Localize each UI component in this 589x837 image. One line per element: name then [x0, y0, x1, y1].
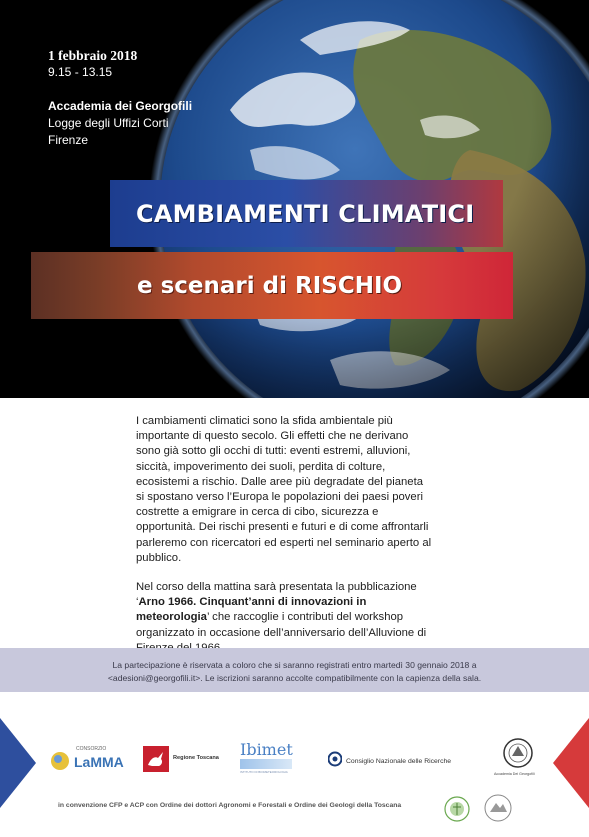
cnr-mark-icon: [328, 751, 342, 767]
georgofili-label: Accademia Dei Georgofili: [494, 772, 535, 776]
ibimet-name: Ibimet: [240, 740, 293, 759]
registration-notice: [0, 648, 589, 692]
article-paragraph-2: [136, 580, 434, 656]
left-flag-triangle-icon: [0, 718, 36, 808]
notice-line-1: La partecipazione è riservata a coloro che si saranno registrati entro martedì 30 gennaio 2018 a: [112, 660, 477, 670]
lamma-top-text: CONSORZIO: [76, 746, 107, 752]
lamma-mark-icon: [50, 748, 70, 774]
article-text: [136, 414, 434, 656]
venue-city: Firenze: [48, 133, 89, 147]
paragraph-2-intro: Nel corso della mattina sarà presentata la pubblicazione ‘: [136, 581, 417, 609]
page-title: CAMBIAMENTI CLIMATICI: [136, 199, 475, 228]
ibimet-logo: [240, 740, 294, 776]
cnr-logo: [328, 748, 468, 772]
geologi-seal-icon: [484, 794, 512, 822]
notice-line-2[interactable]: <adesioni@georgofili.it>. Le iscrizioni saranno accolte compatibilmente con la capienza della sala.: [107, 673, 482, 683]
hero-banner: [0, 0, 589, 398]
regione-toscana-logo: [143, 744, 223, 774]
event-time: 9.15 - 13.15: [48, 65, 113, 79]
event-date: 1 febbraio 2018: [48, 48, 138, 63]
subtitle-band: [31, 252, 513, 319]
publication-title: Arno 1966. Cinquant’anni di innovazioni in meteorologia: [136, 596, 367, 624]
venue-name: Accademia dei Georgofili: [48, 99, 193, 113]
venue: [48, 98, 192, 149]
regione-label: Regione Toscana: [173, 755, 219, 761]
subtitle-prefix: e scenari di: [137, 272, 296, 299]
subtitle-emphasis: RISCHIO: [295, 272, 403, 299]
cnr-label: Consiglio Nazionale delle Ricerche: [346, 758, 452, 765]
paragraph-2-outro: ’ che raccoglie i contributi del workshop organizzato in occasione dell’anniversario dell’Alluvione di: [136, 611, 427, 639]
pegasus-icon: [143, 746, 169, 772]
footer-note: in convenzione CFP e ACP con Ordine dei dottori Agronomi e Forestali e Ordine dei Geologi della Toscana: [58, 802, 402, 809]
venue-address: Logge degli Uffizi Corti: [48, 116, 169, 130]
page-subtitle: [137, 273, 402, 299]
right-flag-triangle-icon: [553, 718, 589, 808]
agronomi-seal-icon: [444, 796, 470, 822]
title-band: [110, 180, 503, 247]
lamma-name: LaMMA: [74, 754, 124, 770]
ibimet-subtitle: ISTITUTO DI BIOMETEOROLOGIA: [240, 770, 288, 774]
georgofili-seal-icon: [503, 738, 533, 768]
lamma-logo: [50, 744, 124, 776]
georgofili-logo: [494, 738, 542, 782]
article-paragraph-1: I cambiamenti climatici sono la sfida ambientale più importante di questo secolo. Gli effetti che ne derivano sono già sotto gli occhi di tutti: eventi estremi, alluvioni, siccità, impoverimento dei suoli, perdita di colture, ecosistemi a rischio. Dalle aree più degradate del pianeta si spostano verso l’Europa le popolazioni dei paesi poveri costrette a emigrare in cerca di cibo, sicurezza e opportunità. Dei rischi presenti e futuri e di come affrontarli parleremo con ricercatori ed esperti nel seminario aperto al pubblico.: [136, 415, 432, 564]
ibimet-wave-icon: [240, 759, 292, 769]
event-info: [48, 48, 192, 149]
